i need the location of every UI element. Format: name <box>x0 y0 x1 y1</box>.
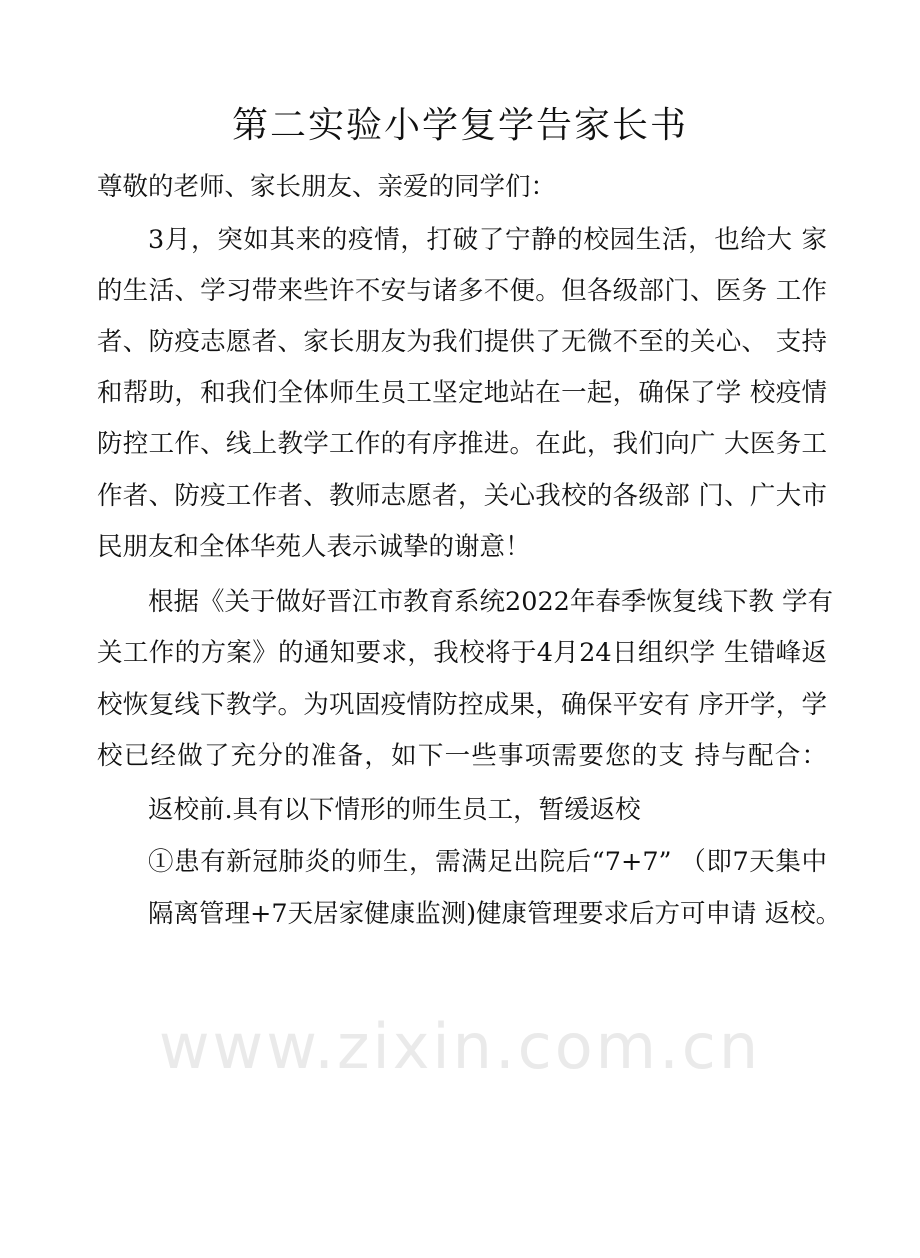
paragraph1-line-5: 防控工作、线上教学工作的有序推进。在此，我们向广 大医务工 <box>97 429 827 459</box>
section-heading: 返校前.具有以下情形的师生员工，暂缓返校 <box>148 795 641 825</box>
paragraph1-line-4: 和帮助，和我们全体师生员工坚定地站在一起，确保了学 校疫情 <box>97 378 827 408</box>
paragraph1-line-1: 3月，突如其来的疫情，打破了宁静的校园生活，也给大 家 <box>148 225 827 255</box>
paragraph1-line-6: 作者、防疫工作者、教师志愿者，关心我校的各级部 门、广大市 <box>97 481 827 511</box>
salutation: 尊敬的老师、家长朋友、亲爱的同学们： <box>97 172 557 202</box>
watermark: www.zixin.com.cn <box>158 1010 762 1083</box>
paragraph1-line-7: 民朋友和全体华苑人表示诚挚的谢意！ <box>97 532 531 562</box>
paragraph1-line-2: 的生活、学习带来些许不安与诸多不便。但各级部门、医务 工作 <box>97 276 827 306</box>
paragraph2-line-2: 关工作的方案》的通知要求，我校将于4月24日组织学 生错峰返 <box>97 638 827 668</box>
item1-line-1: ①患有新冠肺炎的师生，需满足出院后“7+7” （即7天集中 <box>148 847 827 877</box>
item1-line-2: 隔离管理+7天居家健康监测)健康管理要求后方可申请 返校。 <box>148 899 842 929</box>
paragraph2-line-3: 校恢复线下教学。为巩固疫情防控成果，确保平安有 序开学，学 <box>97 690 827 720</box>
paragraph1-line-3: 者、防疫志愿者、家长朋友为我们提供了无微不至的关心、 支持 <box>97 327 827 357</box>
document-title: 第二实验小学复学告家长书 <box>231 105 688 146</box>
paragraph2-line-1: 根据《关于做好晋江市教育系统2022年春季恢复线下教 学有 <box>148 587 834 617</box>
paragraph2-line-4: 校已经做了充分的准备，如下一些事项需要您的支 持与配合： <box>97 741 827 771</box>
